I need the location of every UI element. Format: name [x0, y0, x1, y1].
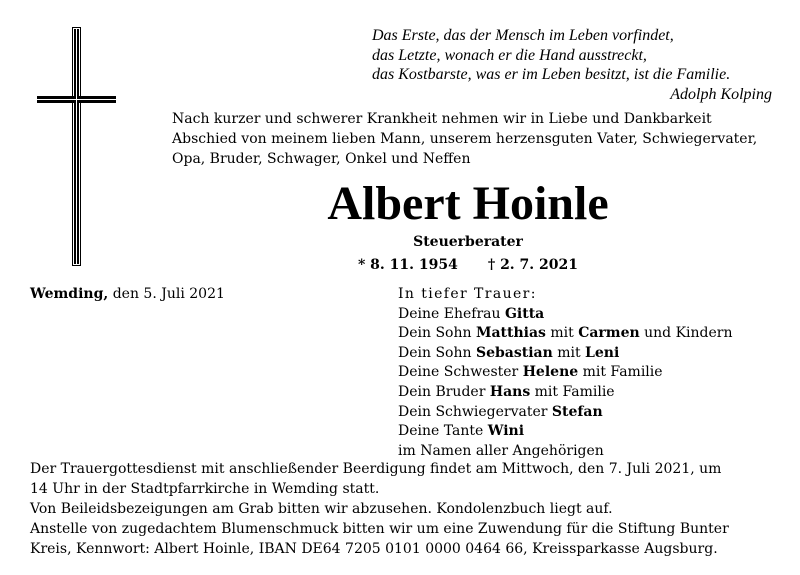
quote-line: das Kostbarste, was er im Leben besitzt, ist die Familie. — [372, 66, 731, 83]
mourner-row — [398, 344, 733, 364]
suffix: und Kindern — [639, 325, 733, 342]
relation: Deine Schwester — [398, 364, 523, 381]
quote-line: Das Erste, das der Mensch im Leben vorfindet, — [372, 27, 674, 44]
notice-line: 14 Uhr in der Stadtpfarrkirche in Wemding statt. — [30, 481, 380, 497]
death-date: † 2. 7. 2021 — [487, 257, 579, 273]
place: Wemding, — [30, 286, 109, 302]
mourner-name: Gitta — [504, 305, 545, 322]
mourner-name: Helene — [522, 364, 579, 381]
mourner-name: Hans — [489, 383, 531, 400]
connector: mit — [552, 344, 586, 361]
notice-line: Der Trauergottesdienst mit anschließender Beerdigung findet am Mittwoch, den 7. Juli 2021, um — [30, 461, 722, 477]
mourner-name: Carmen — [578, 325, 640, 342]
mourner-row — [398, 324, 733, 344]
suffix: mit Familie — [578, 364, 663, 381]
mourner-name: Leni — [585, 344, 620, 361]
cross-horizontal-line — [37, 99, 116, 100]
notice-line: Von Beileidsbezeigungen am Grab bitten wir abzusehen. Kondolenzbuch liegt auf. — [30, 501, 613, 517]
cross-vertical-line — [76, 28, 77, 265]
quote-block — [372, 26, 772, 104]
mourner-name: Matthias — [475, 325, 546, 342]
mourner-name: Stefan — [551, 403, 603, 420]
mourners-list — [398, 285, 733, 461]
notice-line: Anstelle von zugedachtem Blumenschmuck bitten wir um eine Zuwendung für die Stiftung Bunter — [30, 521, 729, 537]
relation: Dein Bruder — [398, 383, 490, 400]
relation: Dein Sohn — [398, 344, 476, 361]
mourner-name: Sebastian — [475, 344, 553, 361]
quote-author: Adolph Kolping — [670, 85, 772, 103]
intro-text — [172, 109, 782, 169]
life-dates — [172, 255, 764, 275]
notice-line: Kreis, Kennwort: Albert Hoinle, IBAN DE64 7205 0101 0000 0464 66, Kreissparkasse Augsburg. — [30, 541, 718, 557]
relation: Deine Tante — [398, 423, 488, 440]
intro-line: Opa, Bruder, Schwager, Onkel und Neffen — [172, 151, 471, 167]
deceased-name: Albert Hoinle — [327, 177, 609, 230]
birth-date: * 8. 11. 1954 — [357, 257, 458, 273]
intro-line: Abschied von meinem lieben Mann, unserem herzensguten Vater, Schwiegervater, — [172, 131, 758, 147]
relation: Dein Sohn — [398, 325, 476, 342]
mourner-row — [398, 403, 733, 423]
mourner-row — [398, 383, 733, 403]
date: den 5. Juli 2021 — [112, 286, 225, 302]
mourner-row — [398, 305, 733, 325]
place-date — [30, 284, 225, 304]
relation: Dein Schwiegervater — [398, 403, 552, 420]
mourner-row — [398, 363, 733, 383]
connector: mit — [545, 325, 579, 342]
mourner-row — [398, 422, 733, 442]
deceased-profession: Steuerberater — [413, 234, 523, 250]
mourner-name: Wini — [487, 423, 525, 440]
mourners-heading: In tiefer Trauer: — [398, 286, 537, 302]
mourners-closing: im Namen aller Angehörigen — [398, 442, 604, 459]
funeral-notice — [30, 459, 780, 559]
suffix: mit Familie — [530, 383, 615, 400]
relation: Deine Ehefrau — [398, 305, 505, 322]
intro-line: Nach kurzer und schwerer Krankheit nehmen wir in Liebe und Dankbarkeit — [172, 111, 712, 127]
quote-line: das Letzte, wonach er die Hand ausstreckt, — [372, 46, 647, 64]
